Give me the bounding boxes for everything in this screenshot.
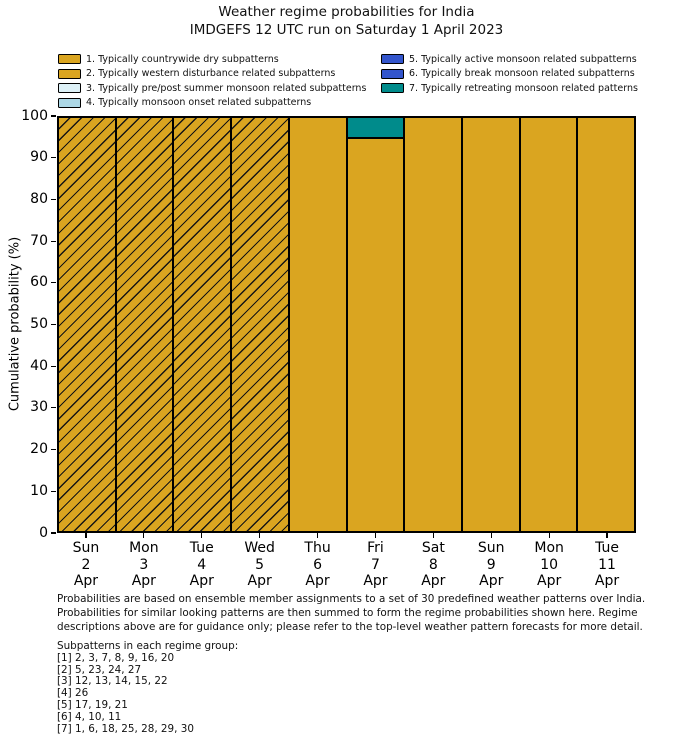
x-tick-label-line: Apr: [131, 573, 156, 589]
x-tick-label-line: Apr: [479, 573, 504, 589]
subpattern-group-1: [1] 2, 3, 7, 8, 9, 16, 20: [57, 651, 175, 664]
subpattern-group-2: [2] 5, 23, 24, 27: [57, 663, 142, 676]
x-tick-label-fri-7: [346, 540, 404, 590]
subpattern-group-3: [3] 12, 13, 14, 15, 22: [57, 675, 168, 688]
x-tick-label-line: Thu: [304, 540, 331, 556]
x-tick-label-line: 6: [313, 556, 322, 573]
bar-thu-6: [289, 117, 347, 532]
footnote-line: Probabilities for similar looking patterns are then summed to form the regime probabilities shown here. Regime: [57, 607, 638, 620]
y-tick-mark: [51, 199, 56, 200]
bar-segment-regime-1: [520, 117, 578, 532]
legend-swatch-icon: [58, 98, 81, 108]
bar-segment-regime-7: [347, 117, 405, 138]
x-tick-label-line: 10: [540, 556, 559, 573]
subpattern-group-7: [7] 1, 6, 18, 25, 28, 29, 30: [57, 722, 194, 735]
legend-label: 7. Typically retreating monsoon related patterns: [409, 82, 638, 94]
x-tick-label-mon-10: [520, 540, 578, 590]
x-tick-label-line: 3: [139, 556, 149, 573]
subpatterns-title: Subpatterns in each regime group:: [57, 640, 239, 652]
y-tick-mark: [51, 157, 56, 158]
legend-swatch-icon: [58, 54, 81, 64]
x-tick-label-tue-4: [173, 540, 231, 590]
y-tick-mark: [51, 407, 56, 408]
x-tick-label-line: 5: [255, 556, 265, 573]
legend-label: 5. Typically active monsoon related subpatterns: [409, 53, 637, 65]
y-tick-label: 90: [30, 149, 48, 166]
x-tick-label-sat-8: [404, 540, 462, 590]
legend-item-3: [58, 81, 366, 96]
x-tick-label-line: Apr: [305, 573, 330, 589]
x-tick-label-line: Apr: [189, 573, 214, 589]
x-tick-label-line: Sat: [421, 540, 445, 556]
x-tick-label-line: Tue: [595, 540, 619, 556]
plot-area: [57, 116, 636, 533]
legend-label: 6. Typically break monsoon related subpatterns: [409, 68, 635, 80]
x-tick-label-line: Apr: [363, 573, 388, 589]
x-tick-label-thu-6: [289, 540, 347, 590]
legend-item-2: [58, 67, 366, 82]
bar-tue-11: [577, 117, 635, 532]
legend-swatch-icon: [381, 83, 404, 93]
y-tick-label: 20: [30, 441, 48, 458]
chart-subtitle: IMDGEFS 12 UTC run on Saturday 1 April 2023: [189, 21, 504, 38]
bar-tue-4: [173, 117, 231, 532]
bar-segment-regime-2: [116, 117, 174, 532]
y-tick-mark: [51, 491, 56, 492]
bar-segment-regime-2: [231, 117, 289, 532]
bar-segment-regime-1: [577, 117, 635, 532]
x-tick-mark: [606, 533, 607, 538]
legend-item-6: [381, 67, 638, 82]
y-tick-mark: [51, 115, 56, 116]
y-tick-label: 40: [30, 357, 48, 374]
x-tick-label-sun-2: [57, 540, 115, 590]
x-tick-label-wed-5: [231, 540, 289, 590]
x-tick-mark: [143, 533, 144, 538]
y-tick-label: 50: [30, 316, 48, 332]
bar-sun-2: [58, 117, 116, 532]
y-tick-mark: [51, 282, 56, 283]
bar-segment-regime-1: [347, 138, 405, 532]
legend-swatch-icon: [58, 69, 81, 79]
x-tick-label-line: Wed: [244, 540, 275, 556]
x-tick-mark: [549, 533, 550, 538]
legend-item-7: [381, 81, 638, 96]
x-tick-label-mon-3: [115, 540, 173, 590]
legend-swatch-icon: [381, 54, 404, 64]
legend-swatch-icon: [381, 69, 404, 79]
legend-column-left: [58, 52, 366, 110]
x-tick-label-line: Sun: [72, 540, 100, 556]
bar-segment-regime-2: [58, 117, 116, 532]
legend-swatch-icon: [58, 83, 81, 93]
bar-sun-9: [462, 117, 520, 532]
chart-title: Weather regime probabilities for India: [218, 4, 475, 20]
subpattern-group-5: [5] 17, 19, 21: [57, 698, 128, 711]
x-tick-label-line: 4: [197, 556, 207, 573]
x-tick-mark: [259, 533, 260, 538]
x-tick-label-sun-9: [462, 540, 520, 590]
x-tick-label-line: Tue: [189, 540, 214, 556]
x-tick-label-line: Sun: [477, 540, 505, 556]
y-tick-mark: [51, 366, 56, 367]
subpatterns-groups: [57, 653, 238, 736]
subpatterns-block: [57, 641, 238, 735]
bar-segment-regime-1: [462, 117, 520, 532]
x-tick-mark: [375, 533, 376, 538]
x-tick-label-line: 2: [81, 556, 91, 573]
y-tick-label: 100: [21, 107, 48, 124]
y-tick-label: 10: [30, 482, 48, 499]
x-tick-label-line: 11: [598, 556, 616, 573]
footnote-line: Probabilities are based on ensemble member assignments to a set of 30 predefined weather patterns over India.: [57, 593, 646, 605]
y-tick-label: 70: [30, 232, 48, 249]
legend-label: 4. Typically monsoon onset related subpatterns: [86, 97, 312, 109]
x-tick-label-line: Apr: [247, 573, 272, 589]
x-tick-mark: [201, 533, 202, 538]
y-tick-mark: [51, 324, 56, 325]
bar-fri-7: [347, 117, 405, 532]
footnote-text: [57, 592, 645, 635]
bar-segment-regime-1: [289, 117, 347, 532]
x-tick-mark: [433, 533, 434, 538]
x-tick-label-line: Apr: [594, 573, 620, 589]
y-tick-mark: [51, 449, 56, 450]
y-tick-label: 30: [30, 399, 48, 416]
subpattern-group-6: [6] 4, 10, 11: [57, 710, 122, 723]
x-tick-label-line: Apr: [73, 573, 99, 589]
x-tick-mark: [85, 533, 86, 538]
subpattern-group-4: [4] 26: [57, 687, 89, 700]
x-tick-label-line: 9: [486, 556, 496, 573]
x-tick-mark: [317, 533, 318, 538]
y-tick-label: 60: [30, 274, 48, 291]
legend-item-1: [58, 52, 366, 67]
y-tick-mark: [51, 532, 56, 533]
x-tick-label-line: Apr: [421, 573, 446, 589]
bar-mon-10: [520, 117, 578, 532]
bar-segment-regime-2: [173, 117, 231, 532]
x-tick-label-line: Mon: [129, 540, 159, 556]
y-tick-label: 0: [39, 524, 48, 541]
y-tick-mark: [51, 241, 56, 242]
legend-label: 3. Typically pre/post summer monsoon related subpatterns: [86, 82, 367, 94]
x-tick-label-line: Fri: [367, 540, 384, 556]
footnote-line: descriptions above are for guidance only; please refer to the top-level weather pattern forecasts for more detail.: [57, 621, 643, 634]
chart-title-block: [57, 4, 636, 39]
x-tick-label-line: 8: [428, 556, 438, 573]
x-tick-label-tue-11: [578, 540, 636, 590]
bar-mon-3: [116, 117, 174, 532]
legend-label: 2. Typically western disturbance related subpatterns: [86, 68, 336, 80]
bar-wed-5: [231, 117, 289, 532]
legend-item-4: [58, 96, 366, 111]
legend-item-5: [381, 52, 638, 67]
legend-column-right: [381, 52, 638, 96]
x-tick-label-line: Apr: [537, 573, 562, 589]
legend-label: 1. Typically countrywide dry subpatterns: [86, 53, 279, 65]
bar-sat-8: [404, 117, 462, 532]
bar-segment-regime-1: [404, 117, 462, 532]
x-tick-mark: [491, 533, 492, 538]
x-tick-label-line: 7: [370, 556, 380, 573]
x-tick-label-line: Mon: [534, 540, 564, 556]
y-tick-label: 80: [30, 190, 48, 207]
y-axis-label: Cumulative probability (%): [7, 236, 23, 412]
